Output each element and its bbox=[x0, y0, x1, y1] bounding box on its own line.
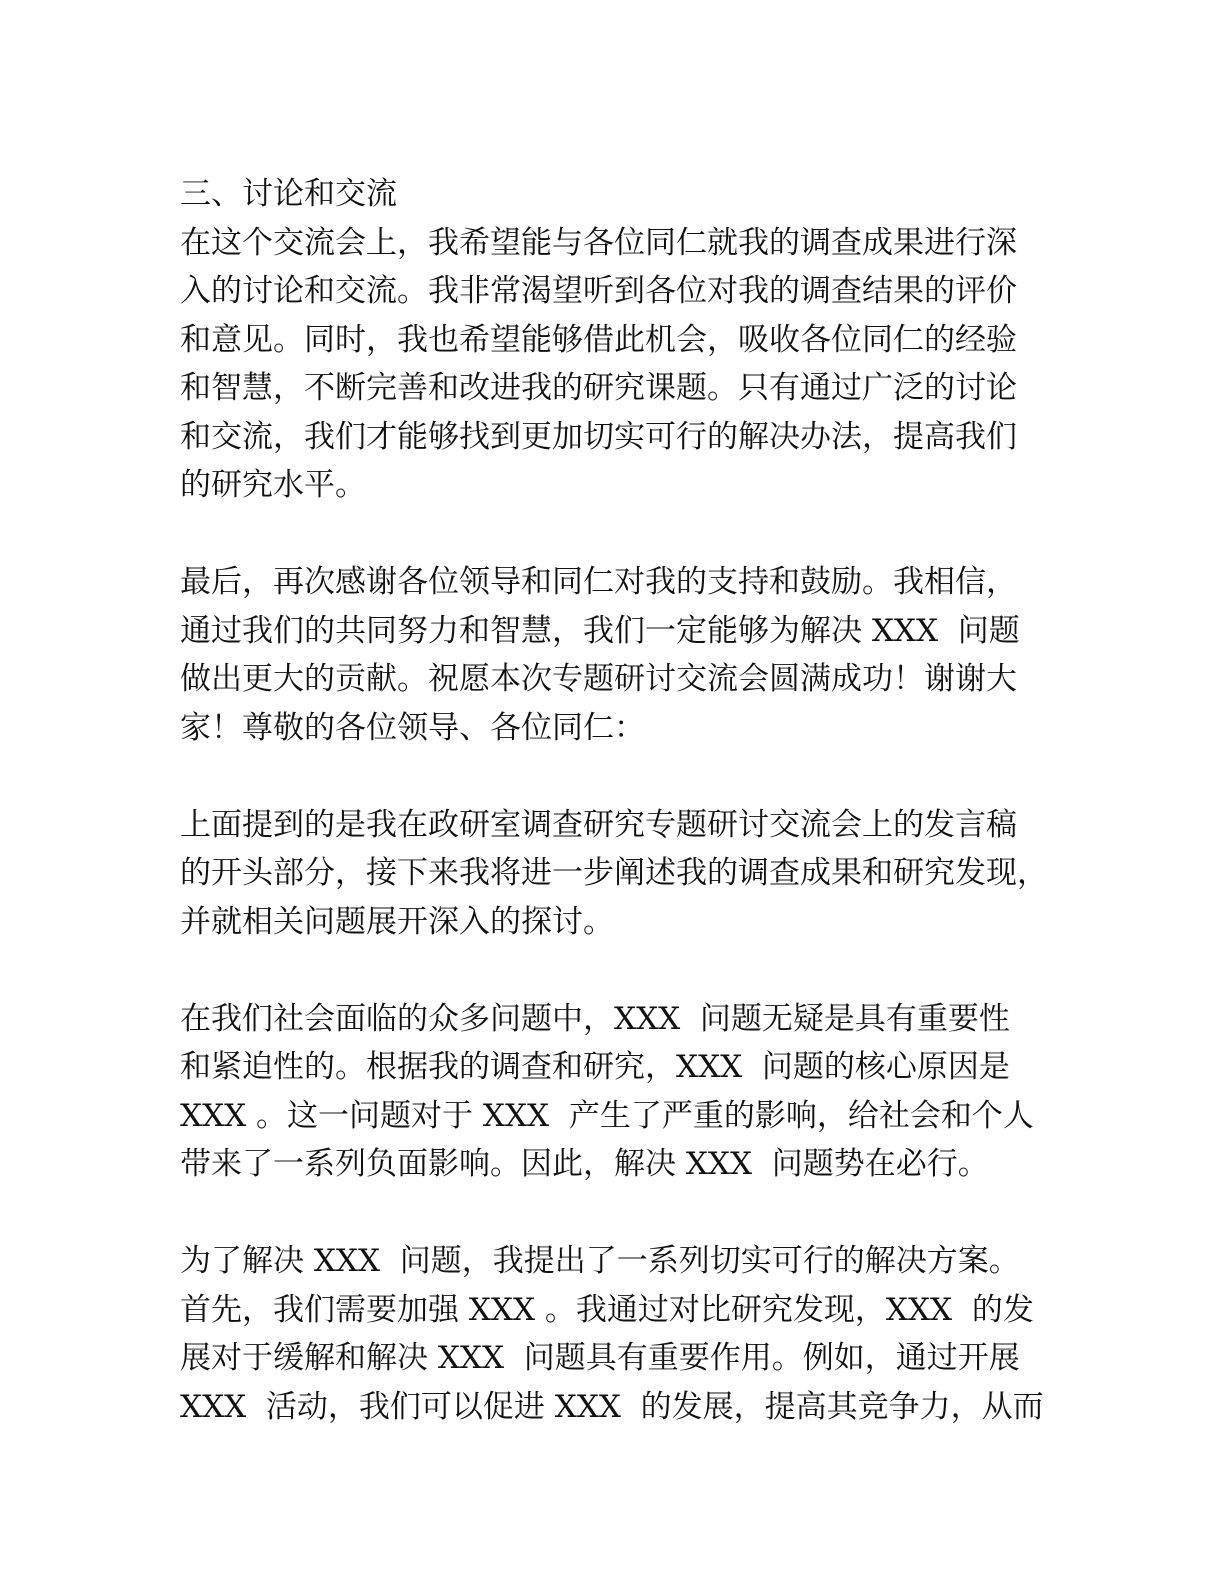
paragraph-line: 的开头部分，接下来我将进一步阐述我的调查成果和研究发现， bbox=[180, 855, 1048, 891]
paragraph-spacer bbox=[180, 946, 1060, 995]
paragraph-line: 最后，再次感谢各位领导和同仁对我的支持和鼓励。我相信， bbox=[180, 564, 1017, 600]
paragraph-line: 并就相关问题展开深入的探讨。 bbox=[180, 903, 614, 940]
section-heading: 三、讨论和交流 bbox=[180, 176, 397, 212]
paragraph-line: XXX 。这一问题对于 XXX 产生了严重的影响，给社会和个人 bbox=[180, 1097, 1034, 1134]
paragraph-spacer bbox=[180, 1189, 1060, 1238]
paragraph-line: 家！尊敬的各位领导、各位同仁： bbox=[180, 709, 645, 746]
paragraph-line: 为了解决 XXX 问题，我提出了一系列切实可行的解决方案。 bbox=[180, 1243, 1020, 1279]
paragraph-thanks bbox=[180, 558, 1060, 752]
paragraph-problem bbox=[180, 995, 1060, 1189]
paragraph-spacer bbox=[180, 752, 1060, 801]
document-body bbox=[180, 170, 1060, 1431]
paragraph-discussion bbox=[180, 219, 1060, 510]
paragraph-line: 做出更大的贡献。祝愿本次专题研讨交流会圆满成功！谢谢大 bbox=[180, 661, 1017, 697]
paragraph-line: 在这个交流会上，我希望能与各位同仁就我的调查成果进行深 bbox=[180, 224, 1017, 261]
paragraph-line: 带来了一系列负面影响。因此，解决 XXX 问题势在必行。 bbox=[180, 1146, 989, 1182]
paragraph-spacer bbox=[180, 510, 1060, 559]
paragraph-line: 通过我们的共同努力和智慧，我们一定能够为解决 XXX 问题 bbox=[180, 612, 1020, 649]
paragraph-line: 入的讨论和交流。我非常渴望听到各位对我的调查结果的评价 bbox=[180, 273, 1017, 309]
paragraph-line: 首先，我们需要加强 XXX 。我通过对比研究发现，XXX 的发 bbox=[180, 1291, 1034, 1328]
paragraph-line: 和紧迫性的。根据我的调查和研究，XXX 问题的核心原因是 bbox=[180, 1049, 1010, 1085]
paragraph-line: 和智慧，不断完善和改进我的研究课题。只有通过广泛的讨论 bbox=[180, 370, 1017, 406]
paragraph-line: XXX 活动，我们可以促进 XXX 的发展，提高其竞争力，从而 bbox=[180, 1388, 1044, 1425]
paragraph-line: 的研究水平。 bbox=[180, 467, 366, 503]
paragraph-line: 上面提到的是我在政研室调查研究专题研讨交流会上的发言稿 bbox=[180, 806, 1017, 843]
paragraph-intro-followup bbox=[180, 801, 1060, 947]
paragraph-line: 展对于缓解和解决 XXX 问题具有重要作用。例如，通过开展 bbox=[180, 1340, 1020, 1376]
paragraph-solutions bbox=[180, 1237, 1060, 1431]
paragraph-line: 在我们社会面临的众多问题中，XXX 问题无疑是具有重要性 bbox=[180, 1000, 1010, 1037]
paragraph-line: 和意见。同时，我也希望能够借此机会，吸收各位同仁的经验 bbox=[180, 321, 1017, 358]
paragraph-line: 和交流，我们才能够找到更加切实可行的解决办法，提高我们 bbox=[180, 418, 1017, 455]
